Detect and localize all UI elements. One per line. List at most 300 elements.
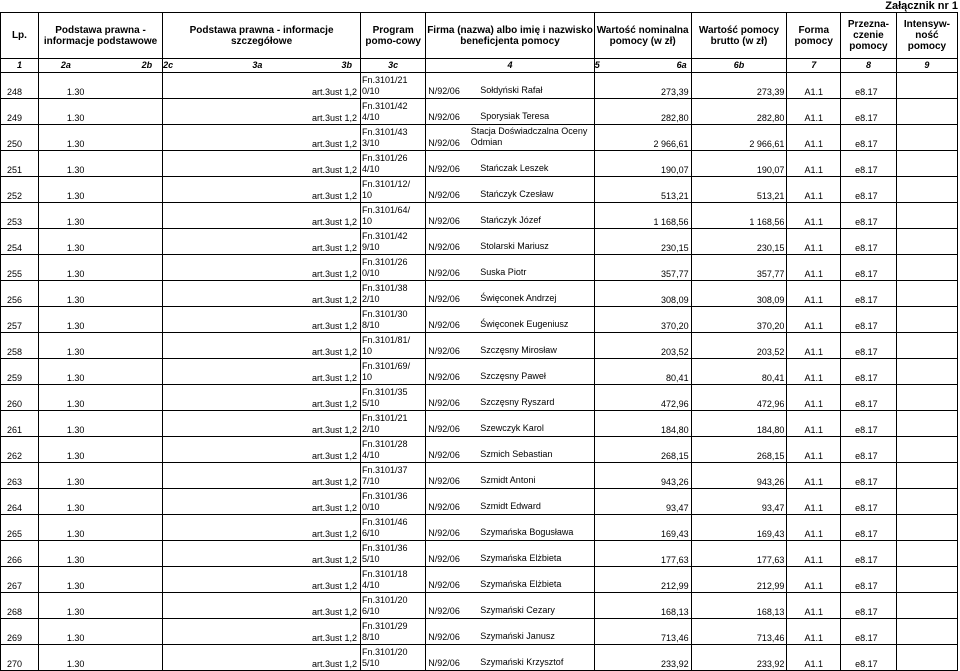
cell-name: Szymański Cezary [480, 605, 555, 615]
header-intensity: Intensyw-ność pomocy [896, 13, 957, 59]
program-line-1: Fn.3101/18 [362, 569, 408, 579]
cell-form: A1.1 [787, 333, 841, 359]
cell-detail: art.3ust 1,2 [163, 515, 361, 541]
cell-program [361, 99, 426, 125]
cell-firm [426, 515, 594, 541]
cell-name: Stańczyk Czesław [480, 189, 554, 199]
cell-nominal: 357,77 [594, 255, 691, 281]
program-line-1: Fn.3101/37 [362, 465, 408, 475]
cell-name: Stacja Doświadczalna Oceny Odmian [470, 126, 588, 147]
cell-intensity [896, 151, 957, 177]
program-line-1: Fn.3101/21 [362, 413, 408, 423]
cell-name: Szmidt Edward [480, 501, 541, 511]
cell-program [361, 359, 426, 385]
cell-name: Szymański Janusz [480, 631, 555, 641]
cell-name: Święconek Andrzej [480, 293, 557, 303]
cell-detail: art.3ust 1,2 [163, 645, 361, 671]
cell-detail: art.3ust 1,2 [163, 73, 361, 99]
cell-firm [426, 619, 594, 645]
cell-detail: art.3ust 1,2 [163, 619, 361, 645]
cell-nominal: 233,92 [594, 645, 691, 671]
cell-form: A1.1 [787, 515, 841, 541]
cell-firm [426, 73, 594, 99]
cell-lp: 257 [1, 307, 39, 333]
cell-basic: 1.30 [38, 515, 162, 541]
cell-nominal: 168,13 [594, 593, 691, 619]
cell-firm [426, 333, 594, 359]
program-line-1: Fn.3101/46 [362, 517, 408, 527]
cell-program [361, 567, 426, 593]
cell-gross: 169,43 [691, 515, 787, 541]
cell-detail: art.3ust 1,2 [163, 255, 361, 281]
cell-nominal: 203,52 [594, 333, 691, 359]
cell-code: N/92/06 [428, 112, 460, 122]
cell-name: Szmich Sebastian [480, 449, 553, 459]
cell-purpose: e8.17 [841, 73, 897, 99]
cell-name: Suska Piotr [480, 267, 527, 277]
cell-intensity [896, 255, 957, 281]
cell-lp: 251 [1, 151, 39, 177]
cell-purpose: e8.17 [841, 619, 897, 645]
cell-name: Szmidt Antoni [480, 475, 536, 485]
cell-form: A1.1 [787, 177, 841, 203]
cell-detail: art.3ust 1,2 [163, 411, 361, 437]
cell-firm [426, 229, 594, 255]
cell-nominal: 177,63 [594, 541, 691, 567]
program-line-1: Fn.3101/30 [362, 309, 408, 319]
colnum [38, 59, 162, 73]
cell-name: Szymański Krzysztof [480, 657, 564, 667]
header-nominal: Wartość nominalna pomocy (w zł) [594, 13, 691, 59]
cell-gross: 1 168,56 [691, 203, 787, 229]
cell-basic: 1.30 [38, 567, 162, 593]
cell-firm [426, 99, 594, 125]
program-line-1: Fn.3101/28 [362, 439, 408, 449]
cell-code: N/92/06 [428, 450, 460, 460]
cell-form: A1.1 [787, 203, 841, 229]
program-line-2: 3/10 [362, 138, 380, 148]
cell-nominal: 370,20 [594, 307, 691, 333]
cell-name: Szczęsny Paweł [480, 371, 546, 381]
cell-firm [426, 359, 594, 385]
header-lp: Lp. [1, 13, 39, 59]
cell-program [361, 437, 426, 463]
cell-intensity [896, 99, 957, 125]
cell-gross: 2 966,61 [691, 125, 787, 151]
cell-firm [426, 203, 594, 229]
cell-gross: 308,09 [691, 281, 787, 307]
cell-program [361, 515, 426, 541]
cell-form: A1.1 [787, 593, 841, 619]
table-row [1, 385, 958, 411]
cell-intensity [896, 177, 957, 203]
table-row [1, 489, 958, 515]
cell-purpose: e8.17 [841, 411, 897, 437]
cell-basic: 1.30 [38, 99, 162, 125]
cell-lp: 261 [1, 411, 39, 437]
cell-name: Stolarski Mariusz [480, 241, 549, 251]
cell-name: Święconek Eugeniusz [480, 319, 569, 329]
cell-intensity [896, 359, 957, 385]
colnum: 2c [163, 60, 174, 70]
cell-detail: art.3ust 1,2 [163, 359, 361, 385]
header-detail: Podstawa prawna - informacje szczegółowe [163, 13, 361, 59]
cell-lp: 264 [1, 489, 39, 515]
cell-purpose: e8.17 [841, 125, 897, 151]
cell-basic: 1.30 [38, 411, 162, 437]
cell-code: N/92/06 [428, 242, 460, 252]
cell-form: A1.1 [787, 307, 841, 333]
colnum: 2a [60, 60, 71, 70]
cell-program [361, 463, 426, 489]
cell-lp: 259 [1, 359, 39, 385]
cell-program [361, 333, 426, 359]
program-line-1: Fn.3101/36 [362, 543, 408, 553]
cell-intensity [896, 593, 957, 619]
cell-program [361, 593, 426, 619]
cell-nominal: 93,47 [594, 489, 691, 515]
cell-lp: 253 [1, 203, 39, 229]
cell-lp: 254 [1, 229, 39, 255]
cell-form: A1.1 [787, 541, 841, 567]
cell-program [361, 151, 426, 177]
header-row [1, 13, 958, 59]
cell-basic: 1.30 [38, 281, 162, 307]
cell-firm [426, 489, 594, 515]
cell-code: N/92/06 [428, 190, 460, 200]
colnum: 8 [841, 59, 897, 73]
cell-detail: art.3ust 1,2 [163, 99, 361, 125]
cell-purpose: e8.17 [841, 203, 897, 229]
cell-gross: 177,63 [691, 541, 787, 567]
program-line-2: 6/10 [362, 528, 380, 538]
cell-name: Szczęsny Mirosław [480, 345, 557, 355]
cell-basic: 1.30 [38, 177, 162, 203]
program-line-2: 10 [362, 372, 373, 382]
cell-form: A1.1 [787, 99, 841, 125]
cell-gross: 472,96 [691, 385, 787, 411]
program-line-1: Fn.3101/69/ [362, 361, 411, 371]
cell-intensity [896, 125, 957, 151]
cell-intensity [896, 307, 957, 333]
cell-firm [426, 177, 594, 203]
cell-code: N/92/06 [428, 138, 460, 148]
colnum [594, 59, 691, 73]
cell-nominal: 513,21 [594, 177, 691, 203]
colnum: 6a [676, 60, 687, 70]
cell-detail: art.3ust 1,2 [163, 177, 361, 203]
cell-code: N/92/06 [428, 632, 460, 642]
cell-nominal: 282,80 [594, 99, 691, 125]
cell-name: Szymańska Elżbieta [480, 579, 562, 589]
cell-code: N/92/06 [428, 658, 460, 668]
program-line-1: Fn.3101/38 [362, 283, 408, 293]
program-line-1: Fn.3101/26 [362, 257, 408, 267]
cell-firm [426, 541, 594, 567]
cell-purpose: e8.17 [841, 307, 897, 333]
cell-gross: 357,77 [691, 255, 787, 281]
cell-code: N/92/06 [428, 164, 460, 174]
cell-detail: art.3ust 1,2 [163, 567, 361, 593]
cell-detail: art.3ust 1,2 [163, 229, 361, 255]
cell-purpose: e8.17 [841, 567, 897, 593]
cell-lp: 260 [1, 385, 39, 411]
program-line-1: Fn.3101/26 [362, 153, 408, 163]
program-line-2: 0/10 [362, 86, 380, 96]
cell-program [361, 203, 426, 229]
cell-basic: 1.30 [38, 593, 162, 619]
cell-form: A1.1 [787, 125, 841, 151]
cell-name: Szymańska Bogusława [480, 527, 574, 537]
program-line-2: 2/10 [362, 424, 380, 434]
cell-basic: 1.30 [38, 125, 162, 151]
cell-gross: 713,46 [691, 619, 787, 645]
colnum: 3b [341, 60, 353, 70]
cell-purpose: e8.17 [841, 333, 897, 359]
cell-lp: 258 [1, 333, 39, 359]
cell-basic: 1.30 [38, 203, 162, 229]
table-row [1, 541, 958, 567]
cell-basic: 1.30 [38, 307, 162, 333]
cell-gross: 184,80 [691, 411, 787, 437]
cell-basic: 1.30 [38, 463, 162, 489]
cell-gross: 212,99 [691, 567, 787, 593]
program-line-1: Fn.3101/35 [362, 387, 408, 397]
cell-code: N/92/06 [428, 372, 460, 382]
cell-form: A1.1 [787, 645, 841, 671]
cell-intensity [896, 463, 957, 489]
header-gross: Wartość pomocy brutto (w zł) [691, 13, 787, 59]
cell-basic: 1.30 [38, 333, 162, 359]
cell-program [361, 307, 426, 333]
program-line-2: 10 [362, 190, 373, 200]
cell-intensity [896, 229, 957, 255]
cell-program [361, 255, 426, 281]
program-line-1: Fn.3101/12/ [362, 179, 411, 189]
table-row [1, 177, 958, 203]
table-row [1, 255, 958, 281]
cell-purpose: e8.17 [841, 463, 897, 489]
cell-lp: 248 [1, 73, 39, 99]
cell-intensity [896, 619, 957, 645]
cell-program [361, 619, 426, 645]
colnum: 9 [896, 59, 957, 73]
cell-gross: 370,20 [691, 307, 787, 333]
table-row [1, 151, 958, 177]
header-purpose: Przezna-czenie pomocy [841, 13, 897, 59]
cell-purpose: e8.17 [841, 593, 897, 619]
table-row [1, 515, 958, 541]
program-line-2: 10 [362, 216, 373, 226]
cell-firm [426, 255, 594, 281]
cell-code: N/92/06 [428, 580, 460, 590]
program-line-1: Fn.3101/81/ [362, 335, 411, 345]
table-row [1, 203, 958, 229]
cell-lp: 266 [1, 541, 39, 567]
cell-program [361, 281, 426, 307]
cell-form: A1.1 [787, 411, 841, 437]
cell-nominal: 184,80 [594, 411, 691, 437]
cell-gross: 80,41 [691, 359, 787, 385]
attachment-label: Załącznik nr 1 [885, 0, 958, 12]
table-row [1, 411, 958, 437]
cell-name: Stańczak Leszek [480, 163, 549, 173]
cell-name: Sporysiak Teresa [480, 111, 550, 121]
program-line-1: Fn.3101/42 [362, 231, 408, 241]
cell-program [361, 541, 426, 567]
cell-basic: 1.30 [38, 151, 162, 177]
colnum [163, 59, 361, 73]
cell-detail: art.3ust 1,2 [163, 437, 361, 463]
cell-name: Szewczyk Karol [480, 423, 544, 433]
program-line-2: 10 [362, 346, 373, 356]
cell-basic: 1.30 [38, 645, 162, 671]
cell-name: Szymańska Elżbieta [480, 553, 562, 563]
cell-intensity [896, 541, 957, 567]
cell-code: N/92/06 [428, 606, 460, 616]
cell-basic: 1.30 [38, 437, 162, 463]
cell-basic: 1.30 [38, 619, 162, 645]
cell-form: A1.1 [787, 463, 841, 489]
cell-program [361, 125, 426, 151]
cell-form: A1.1 [787, 151, 841, 177]
cell-program [361, 489, 426, 515]
cell-gross: 203,52 [691, 333, 787, 359]
cell-form: A1.1 [787, 255, 841, 281]
cell-lp: 252 [1, 177, 39, 203]
cell-nominal: 308,09 [594, 281, 691, 307]
cell-code: N/92/06 [428, 476, 460, 486]
table-row [1, 619, 958, 645]
cell-form: A1.1 [787, 619, 841, 645]
table-row [1, 437, 958, 463]
cell-code: N/92/06 [428, 320, 460, 330]
table-row [1, 333, 958, 359]
cell-code: N/92/06 [428, 554, 460, 564]
cell-nominal: 1 168,56 [594, 203, 691, 229]
table-row [1, 307, 958, 333]
cell-purpose: e8.17 [841, 229, 897, 255]
cell-purpose: e8.17 [841, 99, 897, 125]
table-body [1, 73, 958, 671]
program-line-1: Fn.3101/29 [362, 621, 408, 631]
cell-nominal: 273,39 [594, 73, 691, 99]
cell-intensity [896, 567, 957, 593]
colnum: 1 [1, 59, 39, 73]
colnum: 7 [787, 59, 841, 73]
colnum: 3a [252, 60, 263, 70]
cell-nominal: 230,15 [594, 229, 691, 255]
table-row [1, 73, 958, 99]
cell-lp: 265 [1, 515, 39, 541]
aid-table [0, 12, 958, 671]
program-line-2: 6/10 [362, 606, 380, 616]
cell-detail: art.3ust 1,2 [163, 307, 361, 333]
program-line-2: 5/10 [362, 554, 380, 564]
cell-program [361, 229, 426, 255]
cell-detail: art.3ust 1,2 [163, 489, 361, 515]
table-row [1, 567, 958, 593]
cell-purpose: e8.17 [841, 255, 897, 281]
cell-detail: art.3ust 1,2 [163, 463, 361, 489]
cell-nominal: 2 966,61 [594, 125, 691, 151]
cell-name: Szczęsny Ryszard [480, 397, 555, 407]
colnum: 4 [426, 59, 594, 73]
cell-lp: 270 [1, 645, 39, 671]
cell-gross: 282,80 [691, 99, 787, 125]
cell-basic: 1.30 [38, 489, 162, 515]
cell-code: N/92/06 [428, 346, 460, 356]
column-number-row [1, 59, 958, 73]
cell-lp: 267 [1, 567, 39, 593]
table-row [1, 593, 958, 619]
cell-nominal: 212,99 [594, 567, 691, 593]
program-line-1: Fn.3101/36 [362, 491, 408, 501]
cell-form: A1.1 [787, 281, 841, 307]
table-row [1, 463, 958, 489]
table-row [1, 99, 958, 125]
colnum: 5 [594, 60, 600, 70]
cell-gross: 943,26 [691, 463, 787, 489]
cell-firm [426, 463, 594, 489]
program-line-1: Fn.3101/21 [362, 75, 408, 85]
cell-lp: 262 [1, 437, 39, 463]
program-line-1: Fn.3101/43 [362, 127, 408, 137]
cell-program [361, 73, 426, 99]
cell-nominal: 80,41 [594, 359, 691, 385]
cell-detail: art.3ust 1,2 [163, 151, 361, 177]
program-line-2: 0/10 [362, 502, 380, 512]
cell-nominal: 268,15 [594, 437, 691, 463]
table-row [1, 229, 958, 255]
cell-firm [426, 307, 594, 333]
header-form: Forma pomocy [787, 13, 841, 59]
cell-nominal: 713,46 [594, 619, 691, 645]
cell-nominal: 472,96 [594, 385, 691, 411]
cell-gross: 230,15 [691, 229, 787, 255]
cell-purpose: e8.17 [841, 151, 897, 177]
cell-firm [426, 151, 594, 177]
table-row [1, 281, 958, 307]
cell-intensity [896, 411, 957, 437]
cell-lp: 250 [1, 125, 39, 151]
cell-intensity [896, 203, 957, 229]
table-row [1, 125, 958, 151]
colnum: 3c [361, 59, 426, 73]
cell-detail: art.3ust 1,2 [163, 333, 361, 359]
cell-program [361, 385, 426, 411]
cell-form: A1.1 [787, 567, 841, 593]
cell-code: N/92/06 [428, 294, 460, 304]
program-line-2: 8/10 [362, 320, 380, 330]
cell-detail: art.3ust 1,2 [163, 541, 361, 567]
cell-firm [426, 567, 594, 593]
program-line-2: 5/10 [362, 398, 380, 408]
colnum: 2b [141, 60, 153, 70]
cell-purpose: e8.17 [841, 281, 897, 307]
cell-basic: 1.30 [38, 255, 162, 281]
cell-purpose: e8.17 [841, 515, 897, 541]
cell-firm [426, 593, 594, 619]
cell-intensity [896, 437, 957, 463]
cell-program [361, 177, 426, 203]
cell-lp: 268 [1, 593, 39, 619]
cell-nominal: 169,43 [594, 515, 691, 541]
cell-firm [426, 411, 594, 437]
program-line-2: 0/10 [362, 268, 380, 278]
cell-gross: 168,13 [691, 593, 787, 619]
cell-lp: 263 [1, 463, 39, 489]
